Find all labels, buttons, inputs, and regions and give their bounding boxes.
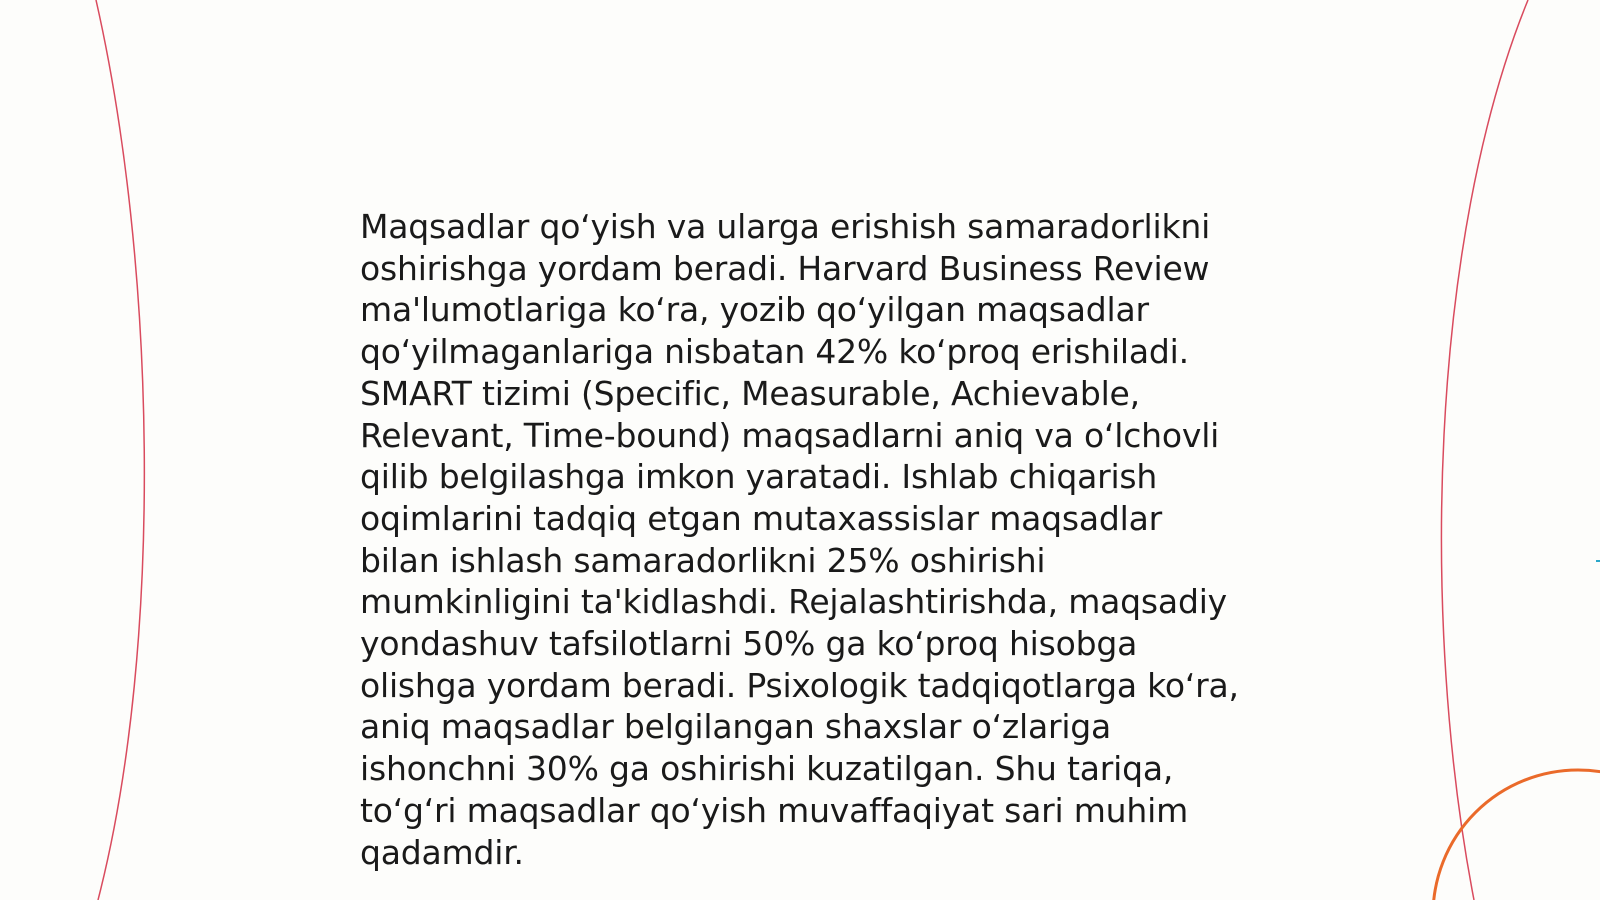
left-arc bbox=[96, 0, 144, 900]
body-line: mumkinligini ta'kidlashdi. Rejalashtirishda, maqsadiy bbox=[360, 582, 1227, 622]
body-line: SMART tizimi (Specific, Measurable, Achievable, bbox=[360, 373, 1140, 413]
body-line: bilan ishlash samaradorlikni 25% oshirishi bbox=[360, 540, 1046, 580]
body-line: qilib belgilashga imkon yaratadi. Ishlab chiqarish bbox=[360, 457, 1158, 497]
right-arc bbox=[1441, 0, 1528, 900]
body-line: to‘g‘ri maqsadlar qo‘yish muvaffaqiyat sari muhim bbox=[360, 790, 1189, 830]
body-line: Maqsadlar qo‘yish va ularga erishish samaradorlikni bbox=[360, 207, 1211, 246]
body-line: ma'lumotlariga ko‘ra, yozib qo‘yilgan maqsadlar bbox=[360, 290, 1149, 330]
body-line: aniq maqsadlar belgilangan shaxslar o‘zlariga bbox=[360, 707, 1112, 747]
body-line: qadamdir. bbox=[360, 832, 524, 872]
body-line: olishga yordam beradi. Psixologik tadqiqotlarga ko‘ra, bbox=[360, 665, 1239, 705]
body-line: ishonchni 30% ga oshirishi kuzatilgan. Shu tariqa, bbox=[360, 749, 1174, 789]
orange-circle bbox=[1433, 770, 1600, 900]
body-text bbox=[360, 206, 1240, 873]
body-line: oqimlarini tadqiq etgan mutaxassislar maqsadlar bbox=[360, 498, 1163, 538]
body-line: yondashuv tafsilotlarni 50% ga ko‘proq hisobga bbox=[360, 624, 1138, 664]
body-line: oshirishga yordam beradi. Harvard Business Review bbox=[360, 248, 1210, 288]
body-line: qo‘yilmaganlariga nisbatan 42% ko‘proq erishiladi. bbox=[360, 332, 1189, 372]
body-line: Relevant, Time-bound) maqsadlarni aniq va o‘lchovli bbox=[360, 415, 1220, 455]
